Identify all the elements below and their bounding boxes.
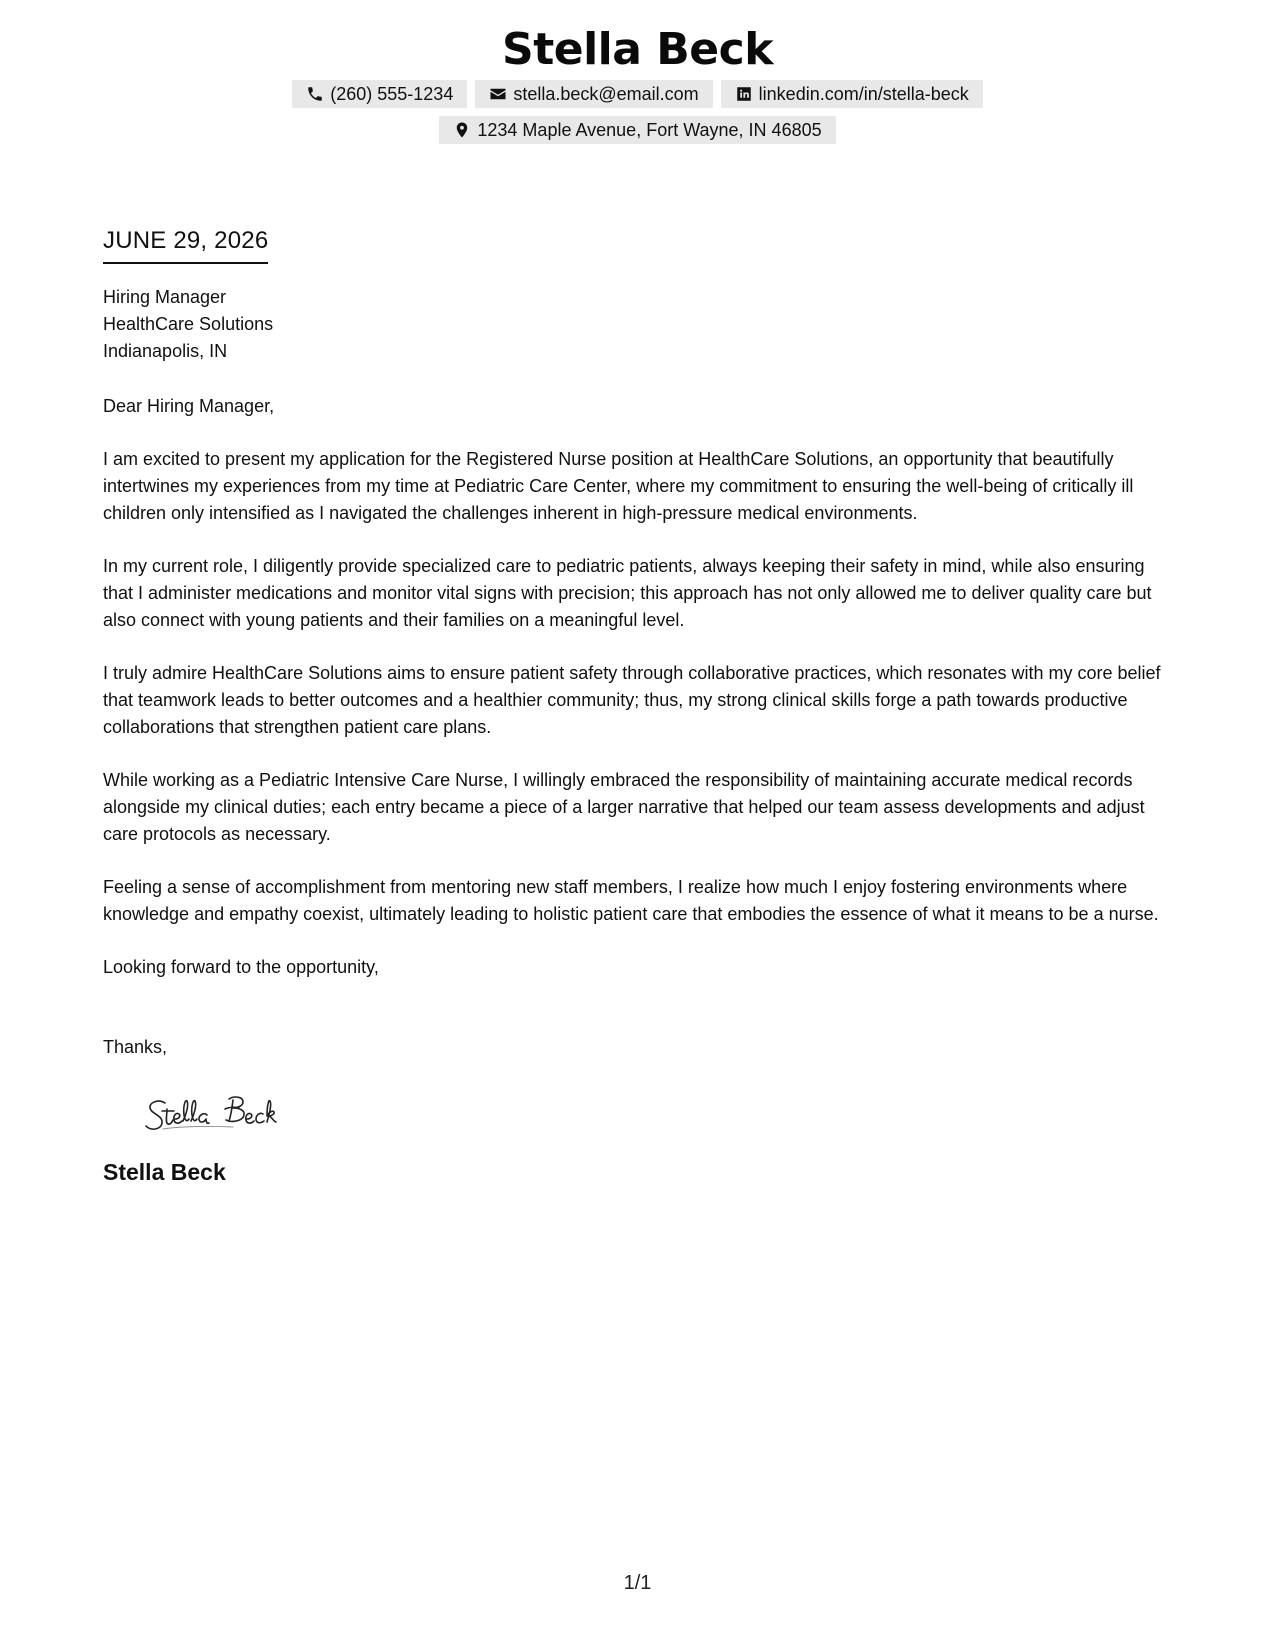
recipient-location: Indianapolis, IN bbox=[103, 341, 228, 361]
phone-icon bbox=[306, 85, 324, 103]
letter-date: JUNE 29, 2026 bbox=[103, 226, 268, 264]
email-text: stella.beck@email.com bbox=[513, 83, 699, 104]
contact-row-secondary bbox=[0, 116, 1275, 144]
letter-body bbox=[103, 226, 1178, 1186]
envelope-icon bbox=[489, 85, 507, 103]
closing-line: Looking forward to the opportunity, bbox=[103, 957, 379, 977]
letter-header bbox=[0, 20, 1275, 144]
body-paragraph-3: I truly admire HealthCare Solutions aims to ensure patient safety through collaborative practices, which resonates with my core belief that teamwork leads to better outcomes and a healthier community; thus, my strong clinical skills forge a path towards productive collaborations that strengthen patient care plans. bbox=[103, 663, 1161, 737]
address-text: 1234 Maple Avenue, Fort Wayne, IN 46805 bbox=[477, 119, 822, 140]
linkedin-icon bbox=[735, 85, 753, 103]
recipient-block bbox=[103, 284, 1178, 365]
salutation: Dear Hiring Manager, bbox=[103, 396, 275, 416]
signer-name: Stella Beck bbox=[103, 1159, 226, 1185]
phone-chip bbox=[292, 80, 467, 108]
body-paragraph-2: In my current role, I diligently provide specialized care to pediatric patients, always keeping their safety in mind, while also ensuring that I administer medications and monitor vital signs with precision; this approach has not only allowed me to deliver quality care but also connect with young patients and their families on a meaningful level. bbox=[103, 556, 1152, 630]
linkedin-chip bbox=[721, 80, 983, 108]
recipient-title: Hiring Manager bbox=[103, 287, 227, 307]
recipient-company: HealthCare Solutions bbox=[103, 314, 274, 334]
body-paragraph-4: While working as a Pediatric Intensive Care Nurse, I willingly embraced the responsibility of maintaining accurate medical records alongside my clinical duties; each entry became a piece of a larger narrative that helped our team assess developments and adjust care protocols as necessary. bbox=[103, 770, 1145, 844]
linkedin-text: linkedin.com/in/stella-beck bbox=[758, 83, 969, 104]
body-paragraph-5: Feeling a sense of accomplishment from mentoring new staff members, I realize how much I enjoy fostering environments where knowledge and empathy coexist, ultimately leading to holistic patient care that embodies the essence of what it means to be a nurse. bbox=[103, 877, 1159, 924]
sign-off: Thanks, bbox=[103, 1037, 168, 1057]
map-pin-icon bbox=[453, 121, 471, 139]
email-chip bbox=[475, 80, 712, 108]
address-chip bbox=[439, 116, 835, 144]
contact-row-primary bbox=[0, 80, 1275, 108]
body-paragraph-1: I am excited to present my application for the Registered Nurse position at HealthCare Solutions, an opportunity that beautifully intertwines my experiences from my time at Pediatric Care Center, where my commitment to ensuring the well-being of critically ill children only intensified as I navigated the challenges inherent in high-pressure medical environments. bbox=[103, 449, 1134, 523]
page-number: 1/1 bbox=[623, 1572, 652, 1594]
applicant-name: Stella Beck bbox=[502, 24, 773, 75]
handwritten-signature bbox=[143, 1089, 323, 1141]
phone-text: (260) 555-1234 bbox=[330, 83, 454, 104]
